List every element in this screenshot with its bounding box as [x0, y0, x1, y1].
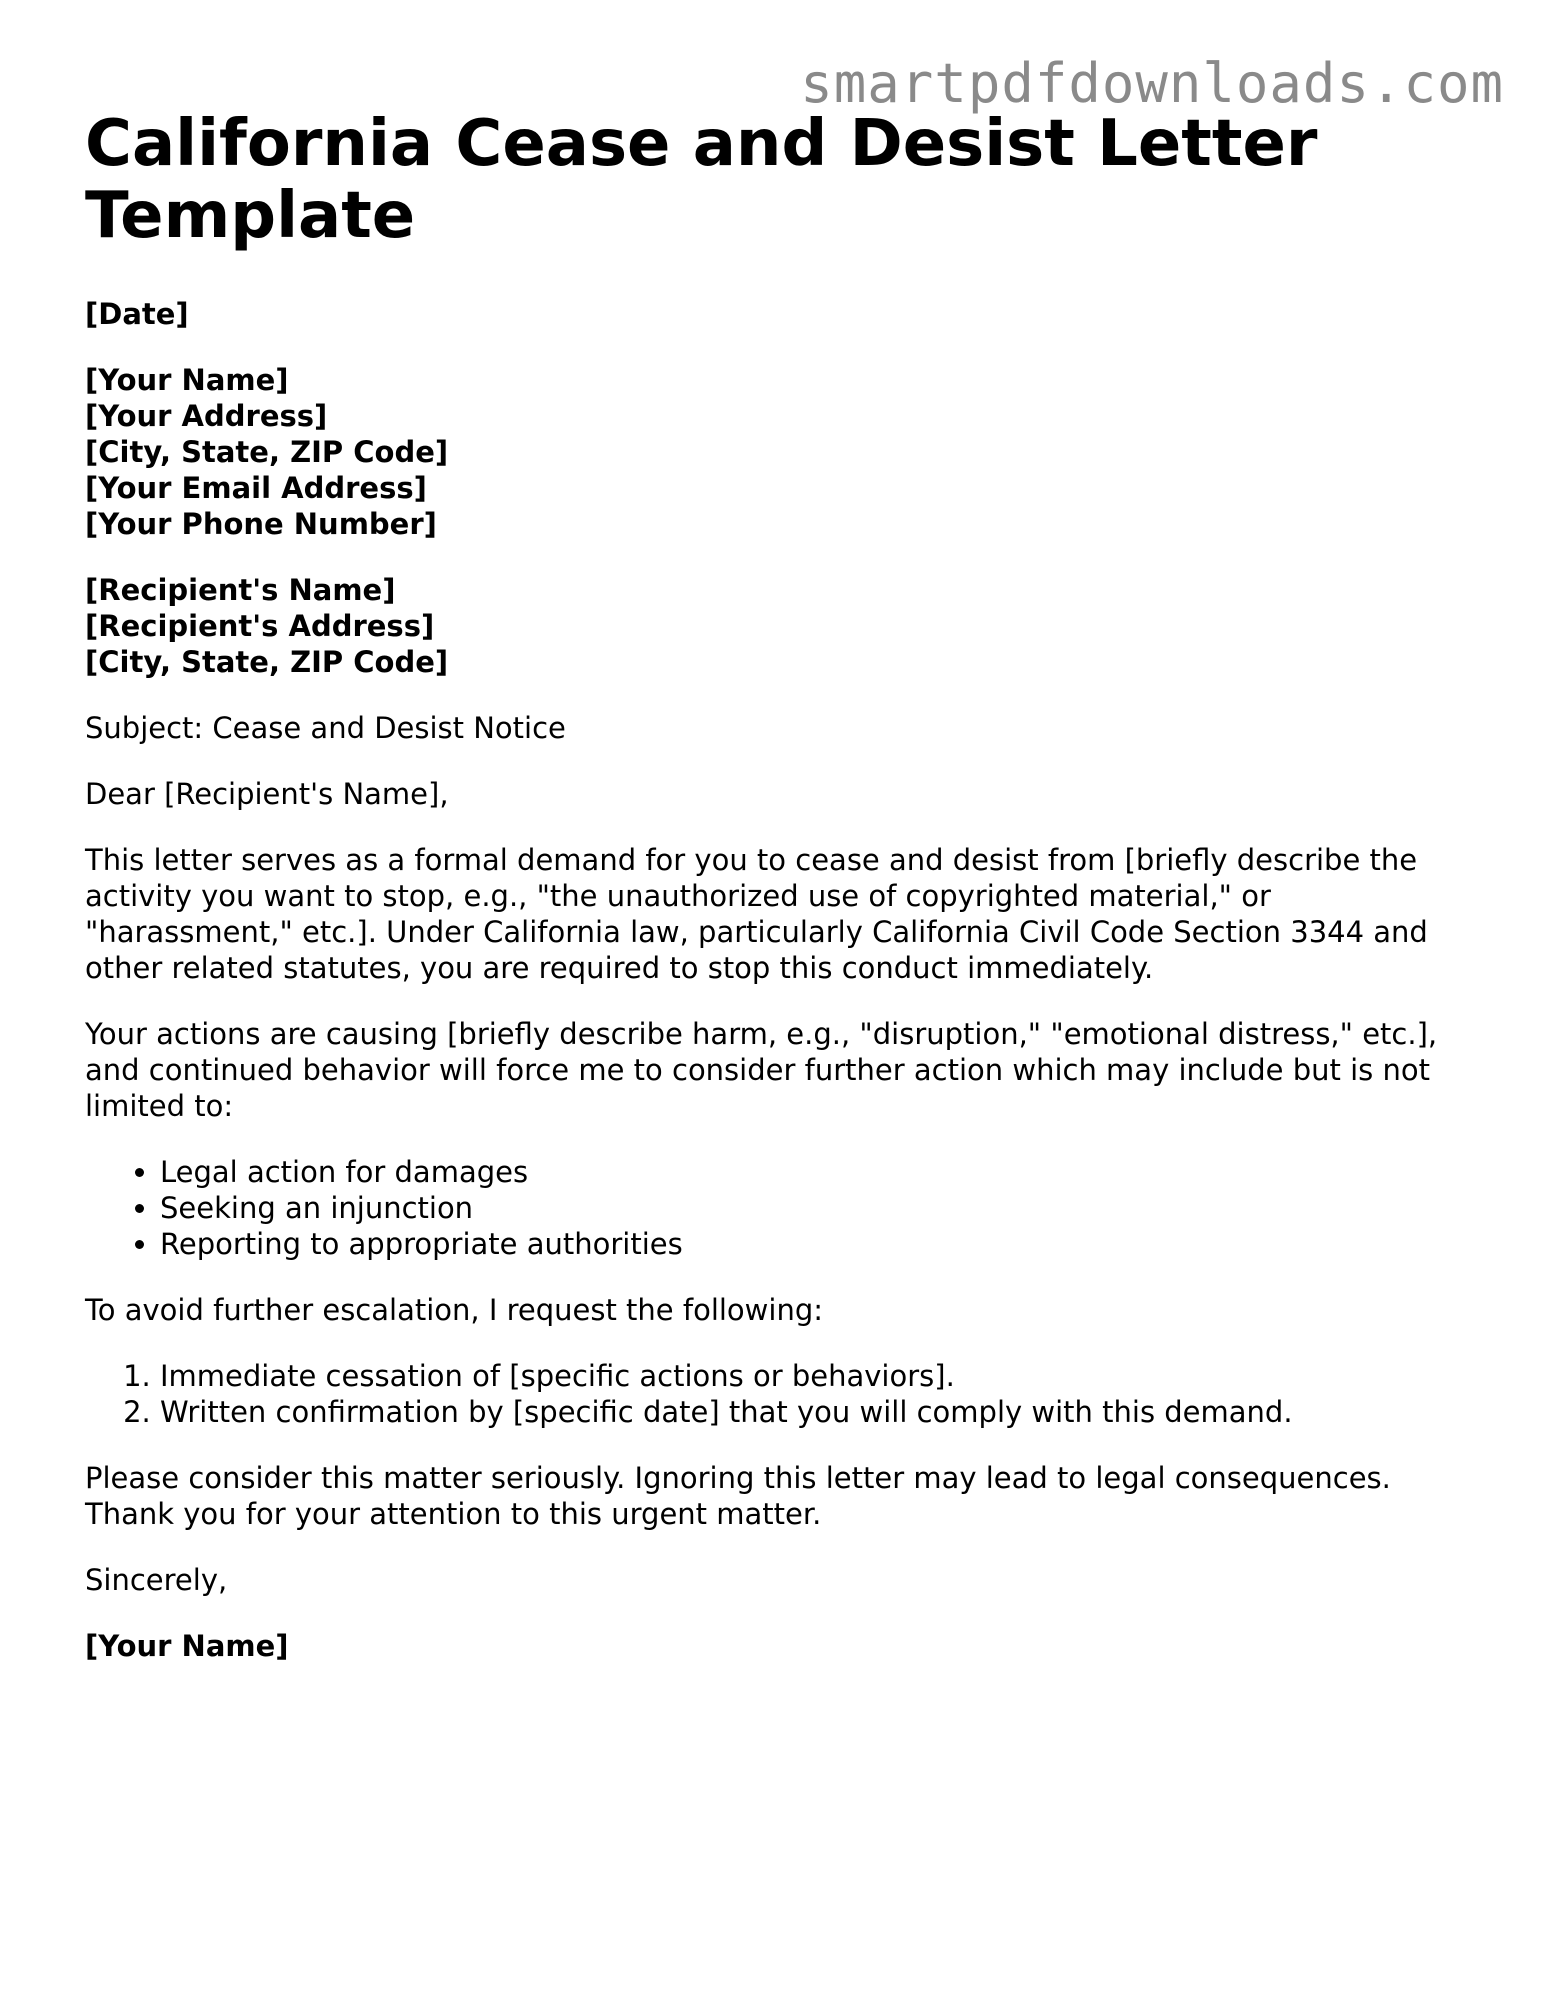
paragraph-demand: This letter serves as a formal demand for you to cease and desist from [briefly describe the activity you want to stop, e.g., "the unauthorized use of copyrighted material," or "harassment," etc.]. Under California law, particularly California Civil Code Section 3344 and other related statutes, you are required to stop this conduct immediately. [85, 843, 1428, 985]
sign-off: Sincerely, [85, 1563, 228, 1597]
paragraph-harm: Your actions are causing [briefly describe harm, e.g., "disruption," "emotional distress," etc.], and continued behavior will force me to consider further action which may include but is not limited to: [85, 1017, 1438, 1123]
list-item: • Legal action for damages [160, 1154, 1465, 1190]
letter-document [85, 108, 1465, 1694]
list-item: • Seeking an injunction [160, 1190, 1465, 1226]
sender-email: [Your Email Address] [85, 471, 427, 505]
list-item: • Reporting to appropriate authorities [160, 1226, 1465, 1262]
sender-phone: [Your Phone Number] [85, 507, 437, 541]
sender-block [85, 362, 1465, 542]
sender-city: [City, State, ZIP Code] [85, 435, 449, 469]
sender-address: [Your Address] [85, 399, 328, 433]
recipient-block [85, 572, 1465, 680]
request-intro: To avoid further escalation, I request the following: [85, 1293, 824, 1327]
recipient-city: [City, State, ZIP Code] [85, 645, 449, 679]
recipient-address: [Recipient's Address] [85, 609, 435, 643]
consequences-list [85, 1154, 1465, 1262]
salutation: Dear [Recipient's Name], [85, 777, 449, 811]
closing-paragraph: Please consider this matter seriously. Ignoring this letter may lead to legal consequences. Thank you for your attention to this urgent matter. [85, 1461, 1391, 1531]
list-item: 1. Immediate cessation of [specific actions or behaviors]. [160, 1358, 1465, 1394]
watermark-text: smartpdfdownloads.com [800, 52, 1504, 115]
signature-name: [Your Name] [85, 1629, 289, 1663]
requests-list [85, 1358, 1465, 1430]
recipient-name: [Recipient's Name] [85, 573, 396, 607]
list-item: 2. Written confirmation by [specific date] that you will comply with this demand. [160, 1394, 1465, 1430]
sender-name: [Your Name] [85, 363, 289, 397]
page-title: California Cease and Desist Letter Template [85, 107, 1318, 253]
subject-line: Subject: Cease and Desist Notice [85, 711, 566, 745]
date-line: [Date] [85, 297, 189, 331]
